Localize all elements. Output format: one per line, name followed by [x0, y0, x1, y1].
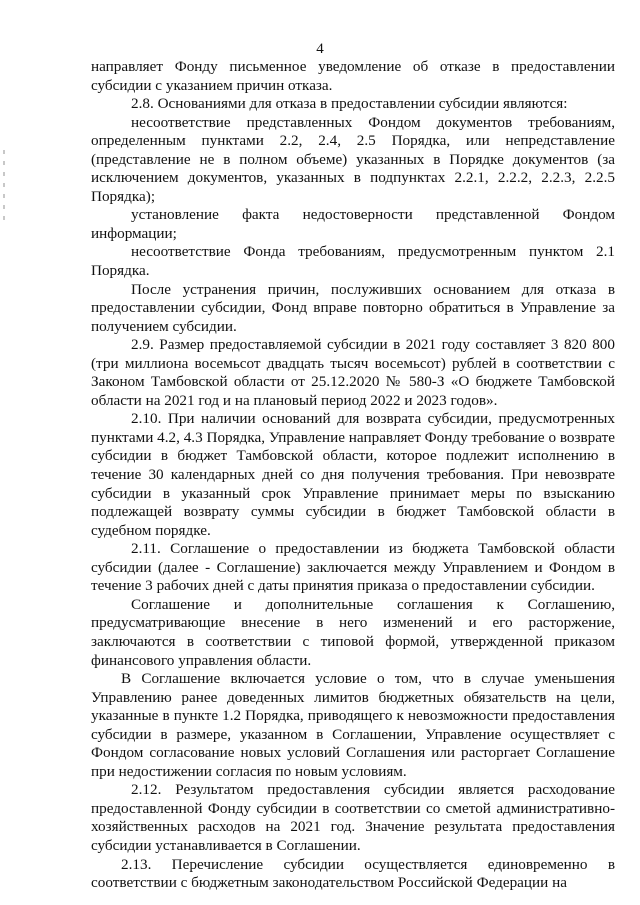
paragraph-2-10: 2.10. При наличии оснований для возврата субсидии, предусмотренных пунктами 4.2, 4.3 Порядка, Управление направляет Фонду требование о возврате субсидии в бюджет Тамбовской области, которое подлежит исполнению в течение 30 календарных дней со дня получения требования. При невозврате субсидии в указанный срок Управление принимает меры по взысканию подлежащей возврату суммы субсидии в бюджет Тамбовской области в судебном порядке. — [91, 410, 616, 539]
paragraph-2-11: 2.11. Соглашение о предоставлении из бюджета Тамбовской области субсидии (далее - Соглашение) заключается между Управлением и Фондом в течение 3 рабочих дней с даты принятия приказа о предоставлении субсидии. — [91, 540, 615, 595]
paragraph-agreement-condition: В Соглашение включается условие о том, что в случае уменьшения Управлению ранее доведенных лимитов бюджетных обязательств на цели, указанные в пункте 1.2 Порядка, приводящего к невозможности предоставления субсидии в размере, указанном в Соглашении, Управление осуществляет с Фондом согласование новых условий Соглашения или расторгает Соглашение при недостижении согласия по новым условиям. — [91, 670, 615, 780]
paragraph-2-13: 2.13. Перечисление субсидии осуществляется единовременно в соответствии с бюджетным законодательством Российской Федерации на — [91, 855, 615, 892]
margin-scan-mark — [3, 150, 7, 220]
paragraph-agreement-form: Соглашение и дополнительные соглашения к Соглашению, предусматривающие внесение в него изменений и его расторжение, заключаются в соответствии с типовой формой, утвержденной приказом финансового управления области. — [91, 595, 615, 669]
paragraph-refusal-ground-1: несоответствие представленных Фондом документов требованиям, определенным пунктами 2.2, 2.4, 2.5 Порядка, или непредставление (представление не в полном объеме) указанных в Порядке документов (за исключением документов, указанных в подпунктах 2.2.1, 2.2.2, 2.2.3, 2.2.5 Порядка); — [91, 113, 615, 205]
paragraph-2-9: 2.9. Размер предоставляемой субсидии в 2021 году составляет 3 820 800 (три миллиона восемьсот двадцать тысяч восемьсот) рублей в соответствии с Законом Тамбовской области от 25.12.2020 № 580-З «О бюджете Тамбовской области на 2021 год и на плановый период 2022 и 2023 годов». — [91, 336, 615, 409]
page-number: 4 — [316, 41, 324, 57]
paragraph-2-8: 2.8. Основаниями для отказа в предоставлении субсидии являются: — [131, 95, 568, 113]
paragraph-refusal-ground-3: несоответствие Фонда требованиям, предусмотренным пунктом 2.1 Порядка. — [91, 243, 615, 280]
paragraph-reapply: После устранения причин, послуживших основанием для отказа в предоставлении субсидии, Фонд вправе повторно обратиться в Управление за получением субсидии. — [91, 280, 615, 335]
paragraph-2-12: 2.12. Результатом предоставления субсидии является расходование предоставленной Фонду субсидии в соответствии со сметой административно-хозяйственных расходов на 2021 год. Значение результата предоставления субсидии устанавливается в Соглашении. — [91, 781, 615, 854]
paragraph-refusal-ground-2: установление факта недостоверности представленной Фондом информации; — [91, 206, 615, 242]
document-body — [91, 58, 615, 893]
paragraph-continuation: направляет Фонду письменное уведомление об отказе в предоставлении субсидии с указанием причин отказа. — [91, 58, 615, 94]
